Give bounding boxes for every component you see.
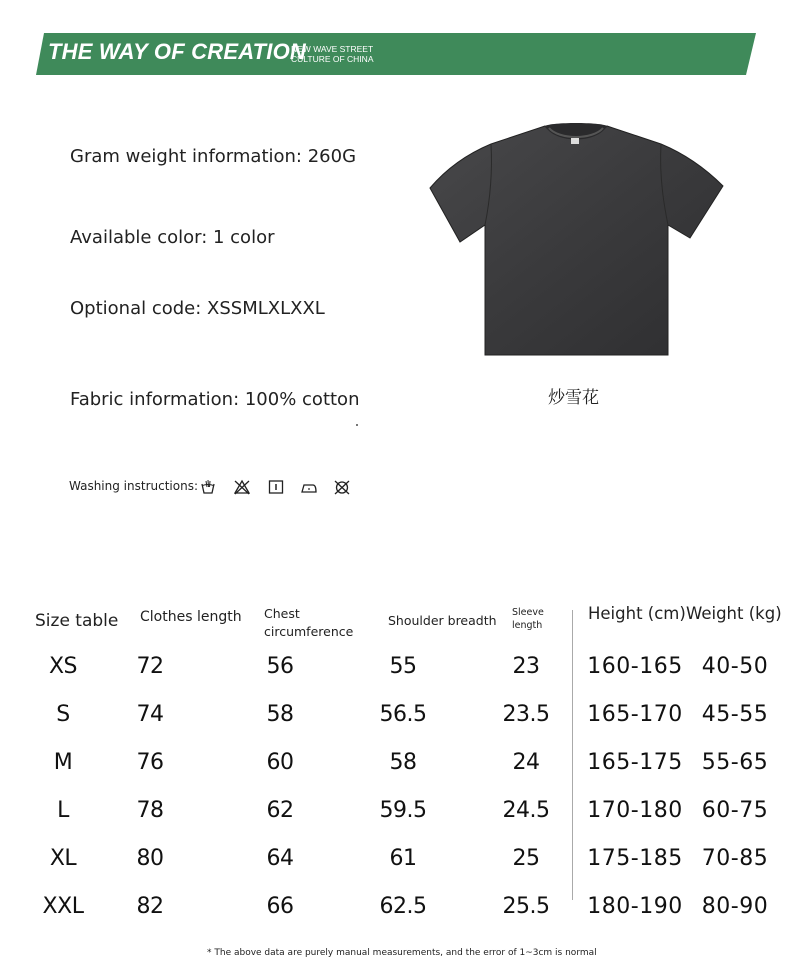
do-not-bleach-icon [234,478,250,496]
header-height: Height (cm) [588,604,686,623]
cell-length: 74 [136,702,164,727]
cell-length: 80 [136,846,164,871]
cell-size: L [57,798,69,823]
cell-length: 76 [136,750,164,775]
footnote: * The above data are purely manual measurements, and the error of 1~3cm is normal [207,948,597,958]
banner-subtitle-line1: NEW WAVE STREET [291,44,374,54]
header-chest [264,605,353,641]
table-row [0,798,790,838]
table-row [0,846,790,886]
gram-weight-info: Gram weight information: 260G [70,146,357,167]
cell-sleeve: 23.5 [502,702,550,727]
banner-title: THE WAY OF CREATION [48,39,307,64]
cell-chest: 62 [266,798,294,823]
cell-size: XXL [42,894,84,919]
cell-weight: 40-50 [701,654,769,679]
table-row [0,750,790,790]
hang-dry-icon [268,478,284,496]
cell-shoulder: 56.5 [379,702,427,727]
cell-sleeve: 25.5 [502,894,550,919]
cell-shoulder: 55 [389,654,417,679]
cell-length: 72 [136,654,164,679]
cell-chest: 64 [266,846,294,871]
product-color-name: 炒雪花 [548,388,599,408]
fabric-info: Fabric information: 100% cotton [70,389,360,410]
header-chest-line2: circumference [264,624,354,639]
cell-chest: 66 [266,894,294,919]
optional-code-info: Optional code: XSSMLXLXXL [70,298,325,319]
table-row [0,894,790,934]
header-chest-line1: Chest [264,606,300,621]
banner-subtitle-line2: CULTURE OF CHINA [291,54,374,64]
washing-instructions-label: Washing instructions: [69,479,198,493]
table-row [0,702,790,742]
table-row [0,654,790,694]
cell-weight: 60-75 [701,798,769,823]
cell-height: 160-165 [587,654,683,679]
cell-weight: 70-85 [701,846,769,871]
cell-height: 180-190 [587,894,683,919]
cell-length: 78 [136,798,164,823]
header-sleeve [512,606,544,632]
header-weight: Weight (kg) [686,604,782,623]
stray-dot [356,424,358,426]
cell-length: 82 [136,894,164,919]
do-not-dry-clean-icon [334,478,350,496]
cell-shoulder: 62.5 [379,894,427,919]
cell-shoulder: 58 [389,750,417,775]
cell-weight: 55-65 [701,750,769,775]
header-shoulder: Shoulder breadth [388,613,497,628]
header-clothes-length: Clothes length [140,609,242,625]
cell-size: S [56,702,70,727]
cell-shoulder: 59.5 [379,798,427,823]
cell-chest: 60 [266,750,294,775]
cell-shoulder: 61 [389,846,417,871]
tshirt-image [425,120,730,365]
cell-sleeve: 24.5 [502,798,550,823]
cell-height: 165-170 [587,702,683,727]
cell-size: M [53,750,73,775]
header-sleeve-line1: Sleeve [512,607,544,618]
header-sleeve-line2: length [512,620,543,631]
cell-chest: 58 [266,702,294,727]
cell-sleeve: 24 [512,750,540,775]
cell-sleeve: 25 [512,846,540,871]
hand-wash-icon [200,478,216,496]
cell-chest: 56 [266,654,294,679]
cell-weight: 80-90 [701,894,769,919]
cell-height: 165-175 [587,750,683,775]
cell-height: 170-180 [587,798,683,823]
header-banner [36,33,756,75]
available-color-info: Available color: 1 color [70,227,275,248]
iron-low-icon [300,478,318,496]
cell-sleeve: 23 [512,654,540,679]
cell-size: XS [48,654,78,679]
cell-size: XL [49,846,77,871]
banner-subtitle [291,44,374,64]
cell-height: 175-185 [587,846,683,871]
cell-weight: 45-55 [701,702,769,727]
size-table-label: Size table [35,611,119,631]
